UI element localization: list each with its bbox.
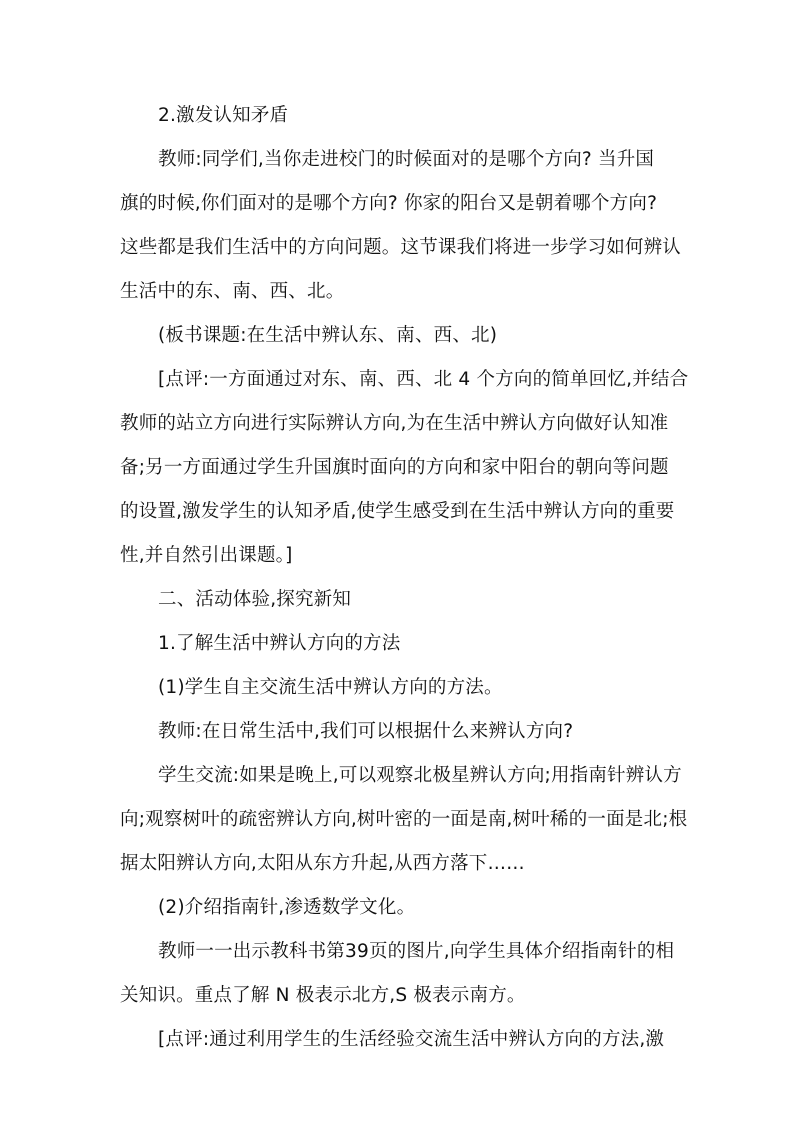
section-heading: 二、活动体验,探究新知 bbox=[158, 589, 352, 610]
paragraph-line: 生活中的东、南、西、北。 bbox=[120, 281, 345, 302]
student-discussion-line: 据太阳辨认方向,太阳从东方升起,从西方落下…… bbox=[120, 853, 525, 874]
commentary-line: 的设置,激发学生的认知矛盾,使学生感受到在生活中辨认方向的重要 bbox=[120, 501, 675, 522]
student-discussion-line: 学生交流:如果是晚上,可以观察北极星辨认方向;用指南针辨认方 bbox=[158, 765, 682, 786]
subsection-heading: 1.了解生活中辨认方向的方法 bbox=[158, 633, 401, 654]
commentary-line: 性,并自然引出课题。] bbox=[120, 545, 293, 566]
numbered-item: (2)介绍指南针,渗透数学文化。 bbox=[158, 897, 416, 918]
paragraph-line: 教师一一出示教科书第39页的图片,向学生具体介绍指南针的相 bbox=[158, 941, 675, 962]
commentary-line: [点评:一方面通过对东、南、西、北 4 个方向的简单回忆,并结合 bbox=[158, 369, 689, 390]
commentary-line: 备;另一方面通过学生升国旗时面向的方向和家中阳台的朝向等问题 bbox=[120, 457, 669, 478]
paragraph-line: 关知识。重点了解 N 极表示北方,S 极表示南方。 bbox=[120, 985, 526, 1006]
commentary-line: 教师的站立方向进行实际辨认方向,为在生活中辨认方向做好认知准 bbox=[120, 413, 669, 434]
paragraph-line: 这些都是我们生活中的方向问题。这节课我们将进一步学习如何辨认 bbox=[120, 237, 682, 258]
board-title-note: (板书课题:在生活中辨认东、南、西、北) bbox=[158, 325, 498, 346]
student-discussion-line: 向;观察树叶的疏密辨认方向,树叶密的一面是南,树叶稀的一面是北;根 bbox=[120, 809, 688, 830]
commentary-line: [点评:通过利用学生的生活经验交流生活中辨认方向的方法,激 bbox=[158, 1029, 665, 1050]
numbered-item: (1)学生自主交流生活中辨认方向的方法。 bbox=[158, 677, 503, 698]
section-heading: 2.激发认知矛盾 bbox=[158, 105, 289, 126]
teacher-question: 教师:在日常生活中,我们可以根据什么来辨认方向? bbox=[158, 721, 574, 742]
paragraph-line: 旗的时候,你们面对的是哪个方向? 你家的阳台又是朝着哪个方向? bbox=[120, 193, 658, 214]
paragraph-line: 教师:同学们,当你走进校门的时候面对的是哪个方向? 当升国 bbox=[158, 149, 655, 170]
